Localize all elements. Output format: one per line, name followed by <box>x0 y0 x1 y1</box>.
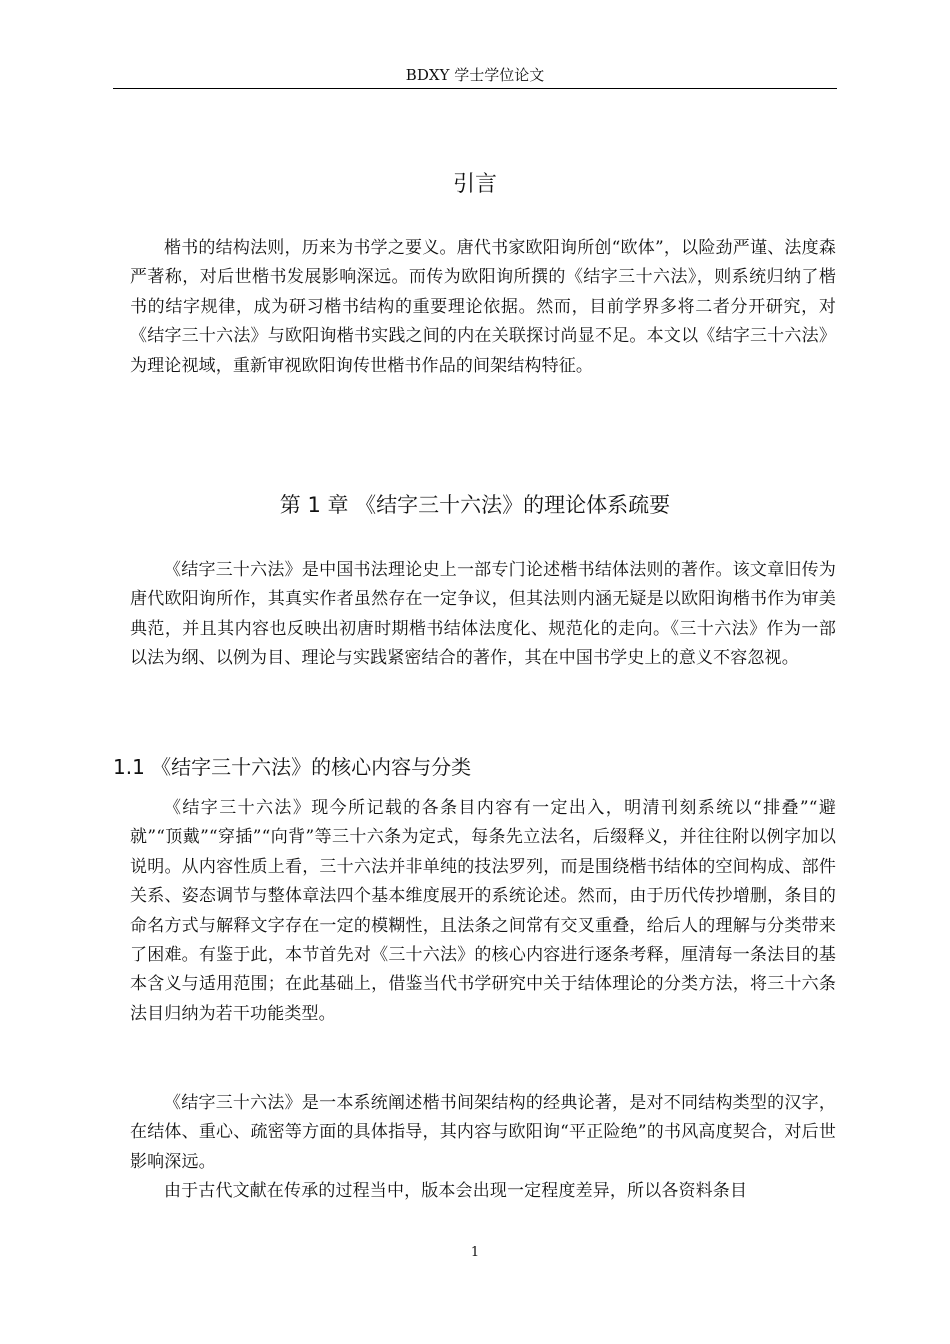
chapter-1-title: 第 1 章 《结字三十六法》的理论体系疏要 <box>279 493 671 517</box>
section-1-1-paragraph-3: 由于古代文献在传承的过程当中，版本会出现一定程度差异，所以各资料条目 <box>164 1181 748 1201</box>
section-1-1-paragraph-1: 《结字三十六法》现今所记载的各条目内容有一定出入，明清刊刻系统以“排叠”“避就”“顶戴”“穿插”“向背”等三十六条为定式，每条先立法名，后缀释义，并往往附以例字加以说明。从内容性质上看，三十六法并非单纯的技法罗列，而是围绕楷书结体的空间构成、部件关系、姿态调节与整体章法四个基本维度展开的系统论述。然而，由于历代传抄增删，条目的命名方式与解释文字存在一定的模糊性，且法条之间常有交叉重叠，给后人的理解与分类带来了困难。有鉴于此，本节首先对《三十六法》的核心内容进行逐条考释，厘清每一条法目的基本含义与适用范围；在此基础上，借鉴当代书学研究中关于结体理论的分类方法，将三十六条法目归纳为若干功能类型。 <box>130 798 836 1024</box>
intro-title: 引言 <box>452 172 497 197</box>
section-1-1-title: 1.1 《结字三十六法》的核心内容与分类 <box>113 755 472 779</box>
header-rule <box>113 88 837 89</box>
chapter-1-paragraph: 《结字三十六法》是中国书法理论史上一部专门论述楷书结体法则的著作。该文章旧传为唐代欧阳询所作，其真实作者虽然存在一定争议，但其法则内涵无疑是以欧阳询楷书作为审美典范，并且其内容也反映出初唐时期楷书结体法度化、规范化的走向。《三十六法》作为一部以法为纲、以例为目、理论与实践紧密结合的著作，其在中国书学史上的意义不容忽视。 <box>130 560 836 669</box>
section-1-1-paragraph-2: 《结字三十六法》是一本系统阐述楷书间架结构的经典论著，是对不同结构类型的汉字，在结体、重心、疏密等方面的具体指导，其内容与欧阳询“平正险绝”的书风高度契合，对后世影响深远。 <box>130 1093 836 1172</box>
running-header: BDXY 学士学位论文 <box>405 66 545 84</box>
intro-paragraph: 楷书的结构法则，历来为书学之要义。唐代书家欧阳询所创“欧体”，以险劲严谨、法度森严著称，对后世楷书发展影响深远。而传为欧阳询所撰的《结字三十六法》，则系统归纳了楷书的结字规律，成为研习楷书结构的重要理论依据。然而，目前学界多将二者分开研究，对《结字三十六法》与欧阳询楷书实践之间的内在关联探讨尚显不足。本文以《结字三十六法》为理论视域，重新审视欧阳询传世楷书作品的间架结构特征。 <box>130 238 836 376</box>
page-number: 1 <box>470 1245 480 1260</box>
